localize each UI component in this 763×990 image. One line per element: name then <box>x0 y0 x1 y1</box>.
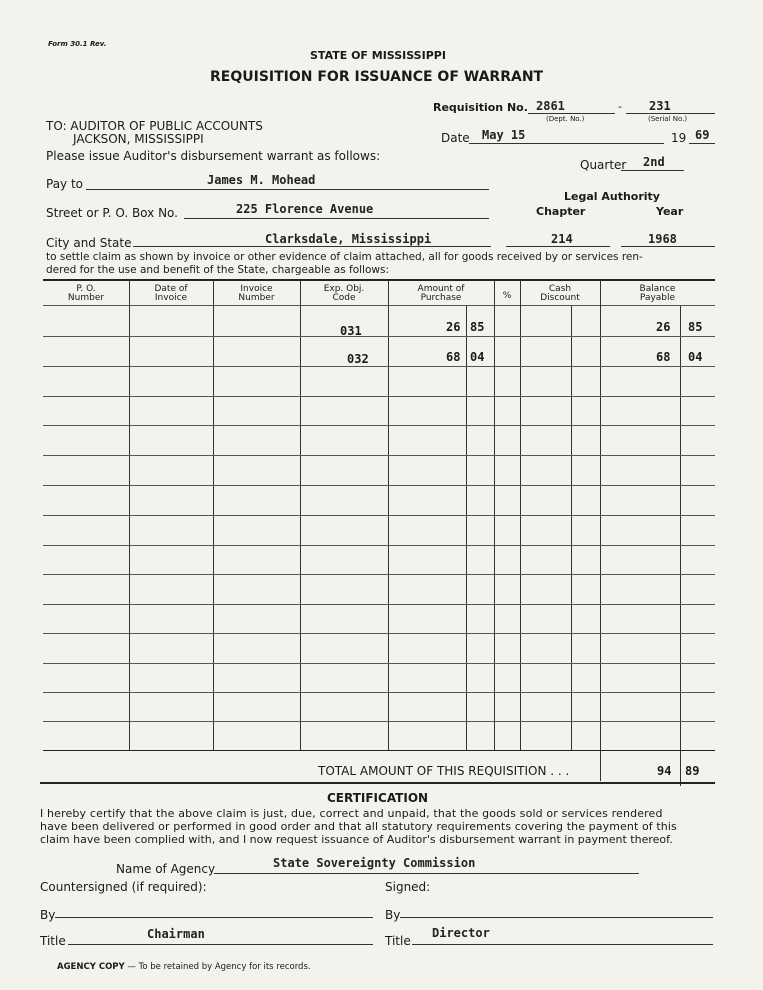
col-po-1: P. O. <box>76 284 96 294</box>
title-right-label: Title <box>385 934 411 948</box>
row1-amount-dollars: 26 <box>446 320 461 334</box>
row2-amount-cents: 04 <box>470 350 485 364</box>
settle-text-line-2: dered for the use and benefit of the State, chargeable as follows: <box>46 264 389 276</box>
row1-amount-cents: 85 <box>470 320 485 334</box>
chapter-value: 214 <box>551 232 573 246</box>
quarter-value: 2nd <box>643 155 665 169</box>
serial-number: 231 <box>649 99 671 113</box>
year-label: Year <box>656 205 684 218</box>
settle-text-line-1: to settle claim as shown by invoice or other evidence of claim attached, all for goods received by or services ren- <box>46 251 643 263</box>
col-balance-1: Balance <box>639 284 676 294</box>
cert-line-3: claim have been complied with, and I now request issuance of Auditor's disbursement warrant in payment thereof. <box>40 833 673 846</box>
title-left-value: Chairman <box>147 927 205 941</box>
chapter-label: Chapter <box>536 205 586 218</box>
to-line-1: TO: AUDITOR OF PUBLIC ACCOUNTS <box>46 119 263 133</box>
please-issue-text: Please issue Auditor's disbursement warrant as follows: <box>46 149 381 163</box>
by-left-label: By <box>40 908 56 922</box>
agency-copy-note: — To be retained by Agency for its records. <box>127 962 311 972</box>
cert-line-1: I hereby certify that the above claim is just, due, correct and unpaid, that the goods sold or services rendered <box>40 807 663 820</box>
col-balance-2: Payable <box>639 293 676 303</box>
cert-line-2: have been delivered or performed in good order and that all statutory requirements covering the payment of this <box>40 820 677 833</box>
row1-code: 031 <box>340 324 362 338</box>
requisition-label: Requisition No. <box>433 101 528 114</box>
col-date-1: Date of <box>154 284 188 294</box>
dept-caption: (Dept. No.) <box>546 115 585 123</box>
city-value: Clarksdale, Mississippi <box>265 232 432 246</box>
to-line-2: JACKSON, MISSISSIPPI <box>73 132 204 146</box>
dept-number: 2861 <box>536 99 565 113</box>
total-label: TOTAL AMOUNT OF THIS REQUISITION . . . <box>318 764 570 778</box>
col-amount-1: Amount of <box>417 284 465 294</box>
street-value: 225 Florence Avenue <box>236 202 374 216</box>
agency-label: Name of Agency <box>116 862 216 876</box>
serial-caption: (Serial No.) <box>648 115 688 123</box>
quarter-label: Quarter <box>580 158 627 172</box>
city-label: City and State <box>46 236 132 250</box>
agency-value: State Sovereignty Commission <box>273 856 476 870</box>
col-po-2: Number <box>67 293 105 303</box>
row2-code: 032 <box>347 352 369 366</box>
year-value: 69 <box>695 128 710 142</box>
col-date-2: Invoice <box>154 293 188 303</box>
street-label: Street or P. O. Box No. <box>46 206 178 220</box>
total-dollars: 94 <box>657 764 672 778</box>
total-cents: 89 <box>685 764 700 778</box>
pay-to-value: James M. Mohead <box>207 173 316 187</box>
row1-balance-cents: 85 <box>688 320 703 334</box>
col-cash-1: Cash <box>548 284 572 294</box>
row2-balance-dollars: 68 <box>656 350 671 364</box>
agency-copy-label: AGENCY COPY <box>57 962 125 972</box>
form-title: REQUISITION FOR ISSUANCE OF WARRANT <box>210 69 544 85</box>
signed-label: Signed: <box>385 880 431 894</box>
by-right-label: By <box>385 908 401 922</box>
col-invoice-1: Invoice <box>240 284 273 294</box>
date-value: May 15 <box>482 128 526 142</box>
col-invoice-2: Number <box>238 293 275 303</box>
col-percent: % <box>502 291 512 301</box>
pay-to-label: Pay to <box>46 177 84 191</box>
year-prefix: 19 <box>671 131 687 145</box>
form-number: Form 30.1 Rev. <box>48 40 107 48</box>
certification-title: CERTIFICATION <box>327 791 429 805</box>
col-exp-1: Exp. Obj. <box>323 284 365 294</box>
col-amount-2: Purchase <box>420 293 462 303</box>
date-label: Date <box>441 131 470 145</box>
col-exp-2: Code <box>332 293 356 303</box>
title-left-label: Title <box>40 934 66 948</box>
state-heading: STATE OF MISSISSIPPI <box>310 49 446 62</box>
title-right-value: Director <box>432 926 490 940</box>
countersigned-label: Countersigned (if required): <box>40 880 207 894</box>
col-cash-2: Discount <box>540 293 580 303</box>
authority-year-value: 1968 <box>648 232 677 246</box>
legal-authority-label: Legal Authority <box>564 190 660 203</box>
row2-balance-cents: 04 <box>688 350 703 364</box>
row2-amount-dollars: 68 <box>446 350 461 364</box>
row1-balance-dollars: 26 <box>656 320 671 334</box>
